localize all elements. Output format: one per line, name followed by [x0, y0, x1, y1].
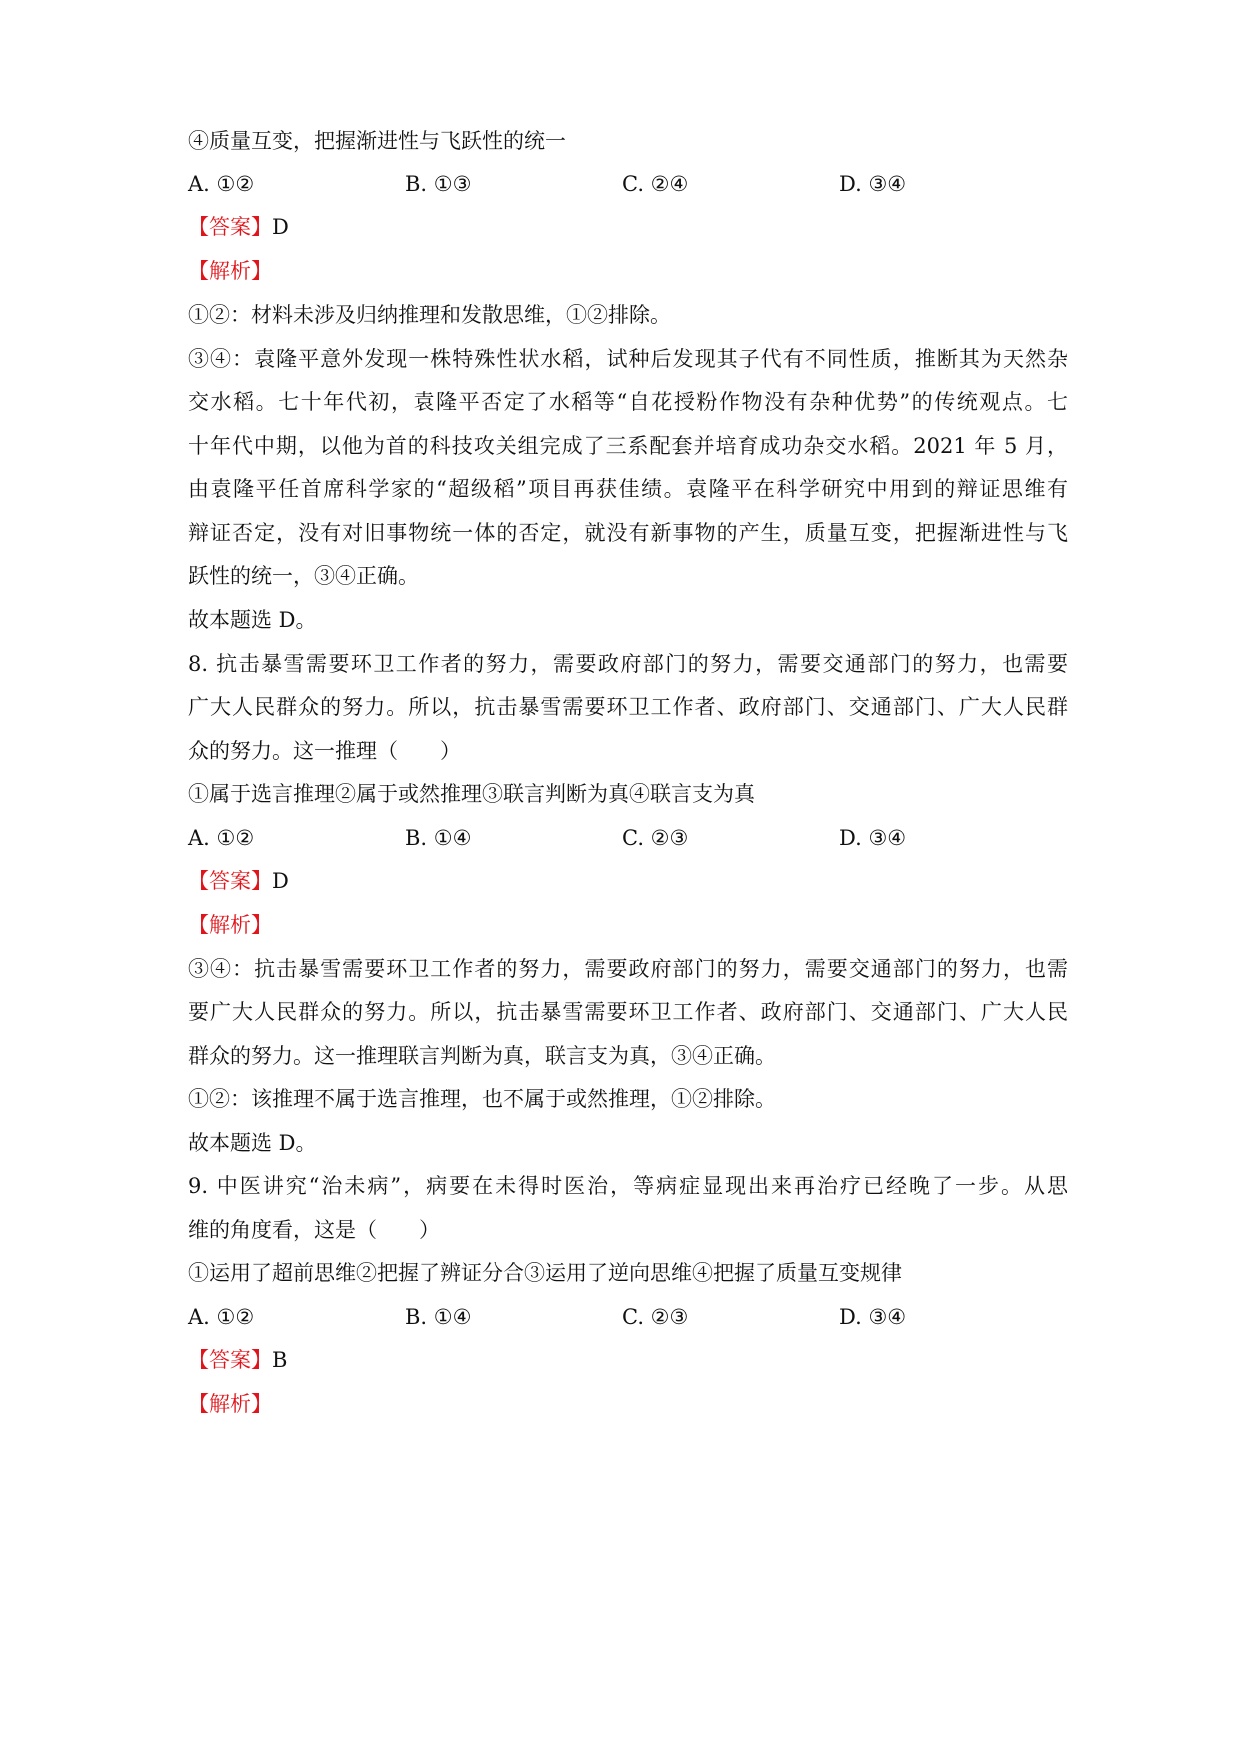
- q8-answer: [188, 867, 1068, 895]
- q8-options: [188, 824, 1068, 852]
- q7-options: [188, 170, 1068, 198]
- q9-option-b: B. ①④: [405, 1305, 472, 1329]
- q8-stem-line: 8. 抗击暴雪需要环卫工作者的努力，需要政府部门的努力，需要交通部门的努力，也需要: [188, 652, 1068, 676]
- q9-analysis-label: 【解析】: [188, 1392, 272, 1416]
- answer-label: 【答案】: [188, 869, 272, 893]
- q8-option-d: D. ③④: [839, 826, 907, 850]
- q8-option-a: A. ①②: [188, 826, 255, 850]
- q7-conclusion: 故本题选 D。: [188, 608, 317, 632]
- q7-analysis-line: 十年代中期，以他为首的科技攻关组完成了三系配套并培育成功杂交水稻。2021 年 5 月，: [188, 434, 1068, 458]
- q8-analysis-line: 要广大人民群众的努力。所以，抗击暴雪需要环卫工作者、政府部门、交通部门、广大人民: [188, 1000, 1068, 1024]
- q7-answer: [188, 213, 1068, 241]
- q7-analysis-line: 辩证否定，没有对旧事物统一体的否定，就没有新事物的产生，质量互变，把握渐进性与飞: [188, 521, 1068, 545]
- q9-stem-line: 9. 中医讲究“治未病”，病要在未得时医治，等病症显现出来再治疗已经晚了一步。从思: [188, 1174, 1068, 1198]
- q8-stem-line: 广大人民群众的努力。所以，抗击暴雪需要环卫工作者、政府部门、交通部门、广大人民群: [188, 695, 1068, 719]
- q7-analysis-line: 跃性的统一，③④正确。: [188, 564, 419, 588]
- q9-option-a: A. ①②: [188, 1305, 255, 1329]
- q8-analysis-line: ①②：该推理不属于选言推理，也不属于或然推理，①②排除。: [188, 1087, 776, 1111]
- q8-option-c: C. ②③: [622, 826, 689, 850]
- q7-option-b: B. ①③: [405, 172, 472, 196]
- q7-option-c: C. ②④: [622, 172, 689, 196]
- q7-option-d: D. ③④: [839, 172, 907, 196]
- q8-stem-line: 众的努力。这一推理（ ）: [188, 739, 461, 763]
- answer-label: 【答案】: [188, 215, 272, 239]
- q7-analysis-line: ①②：材料未涉及归纳推理和发散思维，①②排除。: [188, 303, 671, 327]
- q8-analysis-label: 【解析】: [188, 913, 272, 937]
- q7-analysis-line: 交水稻。七十年代初，袁隆平否定了水稻等“自花授粉作物没有杂种优势”的传统观点。七: [188, 390, 1068, 414]
- q8-statements: ①属于选言推理②属于或然推理③联言判断为真④联言支为真: [188, 782, 755, 806]
- answer-value: D: [272, 869, 289, 893]
- q9-statements: ①运用了超前思维②把握了辨证分合③运用了逆向思维④把握了质量互变规律: [188, 1261, 902, 1285]
- q7-analysis-line: ③④：袁隆平意外发现一株特殊性状水稻，试种后发现其子代有不同性质，推断其为天然杂: [188, 347, 1068, 371]
- q8-analysis-line: 群众的努力。这一推理联言判断为真，联言支为真，③④正确。: [188, 1044, 776, 1068]
- q9-option-c: C. ②③: [622, 1305, 689, 1329]
- q8-analysis-line: ③④：抗击暴雪需要环卫工作者的努力，需要政府部门的努力，需要交通部门的努力，也需: [188, 957, 1068, 981]
- answer-value: B: [272, 1348, 288, 1372]
- answer-label: 【答案】: [188, 1348, 272, 1372]
- q7-option-a: A. ①②: [188, 172, 255, 196]
- q8-option-b: B. ①④: [405, 826, 472, 850]
- q7-statement-4: ④质量互变，把握渐进性与飞跃性的统一: [188, 129, 566, 153]
- q9-option-d: D. ③④: [839, 1305, 907, 1329]
- q9-options: [188, 1303, 1068, 1331]
- answer-value: D: [272, 215, 289, 239]
- q7-analysis-line: 由袁隆平任首席科学家的“超级稻”项目再获佳绩。袁隆平在科学研究中用到的辩证思维有: [188, 477, 1068, 501]
- q9-stem-line: 维的角度看，这是（ ）: [188, 1218, 440, 1242]
- q7-analysis-label: 【解析】: [188, 259, 272, 283]
- q9-answer: [188, 1346, 1068, 1374]
- q8-conclusion: 故本题选 D。: [188, 1131, 317, 1155]
